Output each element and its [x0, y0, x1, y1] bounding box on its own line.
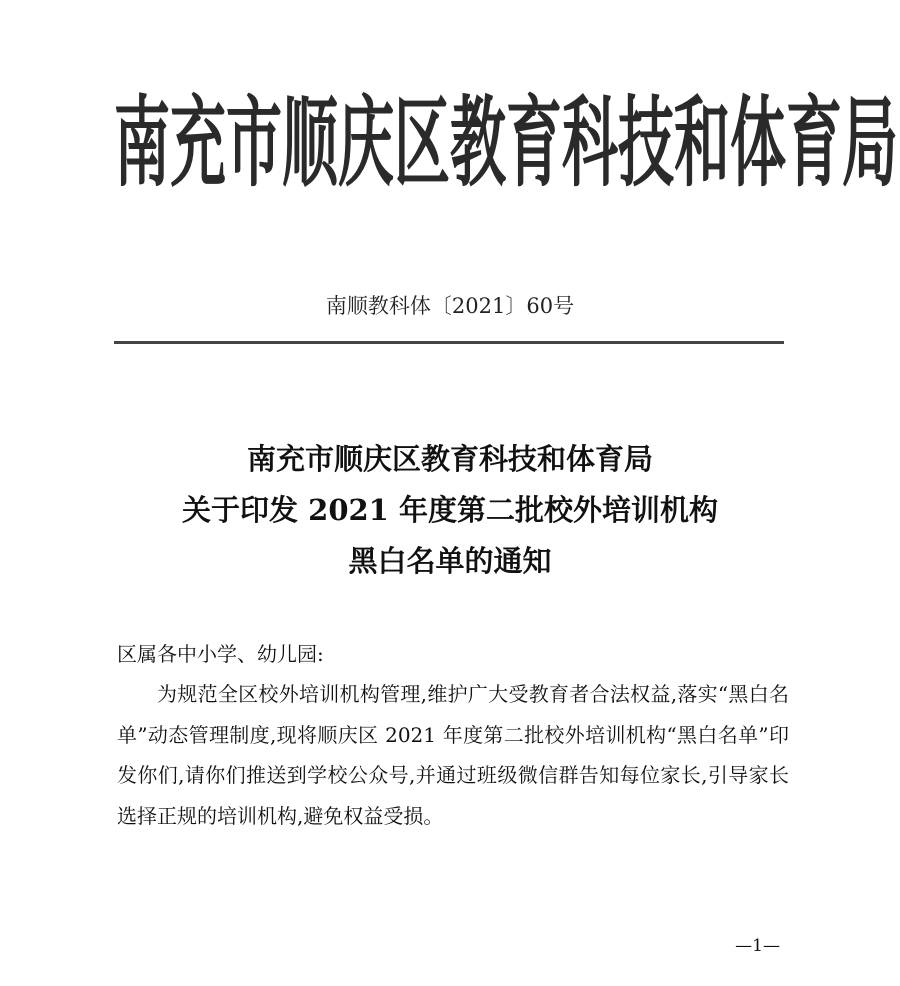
notice-title-line-2: 关于印发 2021 年度第二批校外培训机构 — [182, 493, 718, 527]
masthead-char: 局 — [842, 87, 898, 201]
notice-title-line-3: 黑白名单的通知 — [348, 544, 552, 578]
masthead-char: 科 — [562, 87, 618, 201]
masthead-char: 体 — [730, 87, 786, 201]
header-divider — [114, 341, 784, 344]
masthead-char: 庆 — [338, 87, 394, 201]
masthead-char: 和 — [674, 87, 730, 201]
notice-title — [0, 434, 900, 587]
salutation: 区属各中小学、幼儿园: — [117, 642, 324, 666]
page-number: —1— — [735, 936, 780, 956]
masthead-char: 育 — [506, 87, 562, 201]
masthead-title — [114, 87, 898, 201]
masthead-char: 南 — [114, 87, 170, 201]
masthead-char: 区 — [394, 87, 450, 201]
masthead-char: 充 — [170, 87, 226, 201]
notice-title-line-1: 南充市顺庆区教育科技和体育局 — [246, 442, 653, 476]
masthead-char: 技 — [618, 87, 674, 201]
masthead-char: 育 — [786, 87, 842, 201]
masthead-char: 顺 — [282, 87, 338, 201]
masthead-char: 市 — [226, 87, 282, 201]
document-number: 南顺教科体〔2021〕60号 — [325, 294, 575, 318]
masthead-char: 教 — [450, 87, 506, 201]
body-paragraph: 为规范全区校外培训机构管理,维护广大受教育者合法权益,落实“黑白名单”动态管理制度,现将顺庆区 2021 年度第二批校外培训机构“黑白名单”印发你们,请你们推送到学校公众号,并通过班级微信群告知每位家长,引导家长选择正规的培训机构,避免权益受损。 — [117, 682, 789, 828]
body-text — [117, 674, 789, 836]
